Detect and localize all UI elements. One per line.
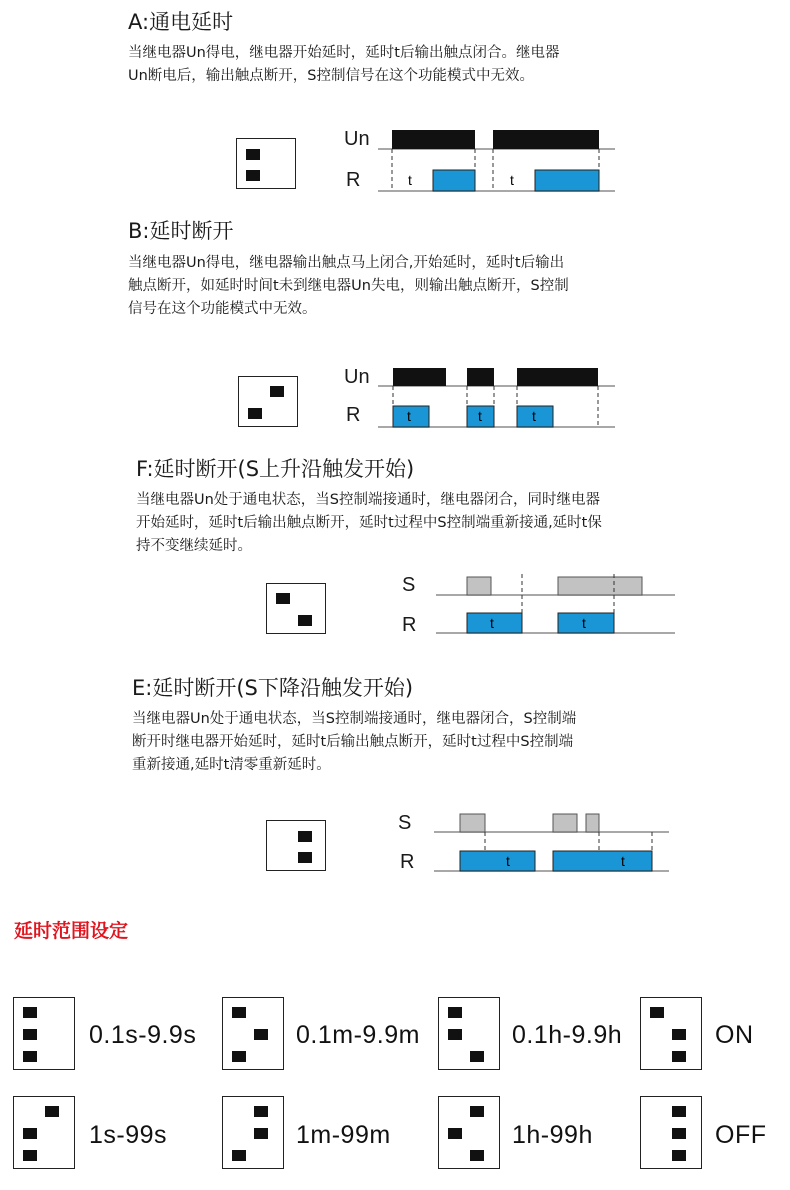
t-label: t	[408, 172, 412, 188]
mode-f-signal-label-1: S	[402, 574, 416, 596]
mode-b-title: B:延时断开	[128, 219, 234, 243]
mode-b-desc-line-2: 触点断开，如延时时间t未到继电器Un失电，则输出触点断开，S控制	[128, 278, 569, 294]
mode-e-desc-line-3: 重新接通,延时t清零重新延时。	[132, 757, 331, 773]
mode-e-timing-diagram	[426, 804, 676, 880]
range-label-1: 0.1m-9.9m	[296, 1021, 420, 1049]
mode-b-signal-label-1: Un	[344, 366, 370, 388]
mode-a-dip-switch	[236, 138, 296, 189]
t-label: t	[510, 172, 514, 188]
mode-b-desc-line-3: 信号在这个功能模式中无效。	[128, 301, 317, 317]
dip-block	[672, 1106, 686, 1117]
s-pulse	[553, 814, 577, 832]
mode-a-signal-label-1: Un	[344, 128, 370, 150]
t-label: t	[621, 853, 625, 869]
mode-e-title: E:延时断开(S下降沿触发开始)	[132, 676, 414, 700]
t-label: t	[506, 853, 510, 869]
mode-f-dip-switch	[266, 583, 326, 634]
dip-block	[448, 1128, 462, 1139]
mode-f-title: F:延时断开(S上升沿触发开始)	[136, 457, 415, 481]
range-label-4: 1s-99s	[89, 1121, 168, 1149]
dip-block	[672, 1128, 686, 1139]
mode-e-signal-label-1: S	[398, 812, 412, 834]
dip-block	[254, 1029, 268, 1040]
r-pulse	[460, 851, 535, 871]
dip-block	[232, 1150, 246, 1161]
mode-e-dip-switch	[266, 820, 326, 871]
dip-block	[254, 1106, 268, 1117]
mode-b-dip-switch	[238, 376, 298, 427]
range-dip-switch	[438, 1096, 500, 1169]
t-label: t	[407, 408, 411, 424]
mode-f-desc-line-2: 开始延时，延时t后输出触点断开，延时t过程中S控制端重新接通,延时t保	[136, 515, 602, 531]
un-pulse	[493, 130, 599, 149]
mode-f-signal-label-2: R	[402, 614, 417, 636]
range-dip-switch	[222, 997, 284, 1070]
dip-block	[246, 170, 260, 181]
dip-block	[254, 1128, 268, 1139]
dip-block	[232, 1007, 246, 1018]
mode-f-timing-diagram	[430, 566, 682, 642]
un-pulse	[392, 130, 475, 149]
range-dip-switch	[438, 997, 500, 1070]
mode-b-timing-diagram	[372, 358, 622, 434]
dip-block	[246, 149, 260, 160]
dip-block	[23, 1051, 37, 1062]
r-pulse	[535, 170, 599, 191]
dip-block	[248, 408, 262, 419]
range-label-0: 0.1s-9.9s	[89, 1021, 197, 1049]
mode-a-desc-line-1: 当继电器Un得电，继电器开始延时，延时t后输出触点闭合。继电器	[128, 45, 560, 61]
s-pulse	[586, 814, 599, 832]
dip-block	[298, 831, 312, 842]
t-label: t	[532, 408, 536, 424]
dip-block	[23, 1128, 37, 1139]
range-dip-switch	[640, 997, 702, 1070]
r-pulse	[433, 170, 475, 191]
dip-block	[298, 615, 312, 626]
s-pulse	[558, 577, 642, 595]
t-label: t	[478, 408, 482, 424]
r-pulse	[553, 851, 652, 871]
range-label-3: ON	[715, 1021, 754, 1049]
mode-f-desc-line-3: 持不变继续延时。	[136, 538, 252, 554]
mode-b-desc-line-1: 当继电器Un得电，继电器输出触点马上闭合,开始延时，延时t后输出	[128, 255, 565, 271]
dip-block	[470, 1106, 484, 1117]
dip-block	[276, 593, 290, 604]
s-pulse	[460, 814, 485, 832]
mode-a-title: A:通电延时	[128, 10, 234, 34]
range-dip-switch	[222, 1096, 284, 1169]
un-pulse	[467, 368, 494, 386]
s-pulse	[467, 577, 491, 595]
mode-a-signal-label-2: R	[346, 169, 361, 191]
dip-block	[23, 1029, 37, 1040]
dip-block	[650, 1007, 664, 1018]
dip-block	[672, 1029, 686, 1040]
dip-block	[270, 386, 284, 397]
range-dip-switch	[13, 997, 75, 1070]
dip-block	[298, 852, 312, 863]
mode-e-signal-label-2: R	[400, 851, 415, 873]
r-pulse	[467, 613, 522, 633]
dip-block	[672, 1150, 686, 1161]
range-label-2: 0.1h-9.9h	[512, 1021, 623, 1049]
range-label-5: 1m-99m	[296, 1121, 391, 1149]
dip-block	[232, 1051, 246, 1062]
range-label-6: 1h-99h	[512, 1121, 593, 1149]
t-label: t	[582, 615, 586, 631]
t-label: t	[490, 615, 494, 631]
mode-e-desc-line-1: 当继电器Un处于通电状态，当S控制端接通时，继电器闭合，S控制端	[132, 711, 577, 727]
mode-f-desc-line-1: 当继电器Un处于通电状态，当S控制端接通时，继电器闭合，同时继电器	[136, 492, 601, 508]
dip-block	[23, 1150, 37, 1161]
un-pulse	[393, 368, 446, 386]
un-pulse	[517, 368, 598, 386]
mode-a-desc-line-2: Un断电后，输出触点断开，S控制信号在这个功能模式中无效。	[128, 68, 535, 84]
range-label-7: OFF	[715, 1121, 767, 1149]
range-dip-switch	[640, 1096, 702, 1169]
r-pulse	[393, 406, 429, 427]
range-section-title: 延时范围设定	[14, 920, 129, 942]
dip-block	[23, 1007, 37, 1018]
r-pulse	[558, 613, 614, 633]
range-dip-switch	[13, 1096, 75, 1169]
dip-block	[448, 1029, 462, 1040]
dip-block	[448, 1007, 462, 1018]
dip-block	[470, 1051, 484, 1062]
dip-block	[45, 1106, 59, 1117]
mode-b-signal-label-2: R	[346, 404, 361, 426]
dip-block	[672, 1051, 686, 1062]
mode-a-timing-diagram	[372, 120, 622, 200]
dip-block	[470, 1150, 484, 1161]
mode-e-desc-line-2: 断开时继电器开始延时，延时t后输出触点断开，延时t过程中S控制端	[132, 734, 574, 750]
